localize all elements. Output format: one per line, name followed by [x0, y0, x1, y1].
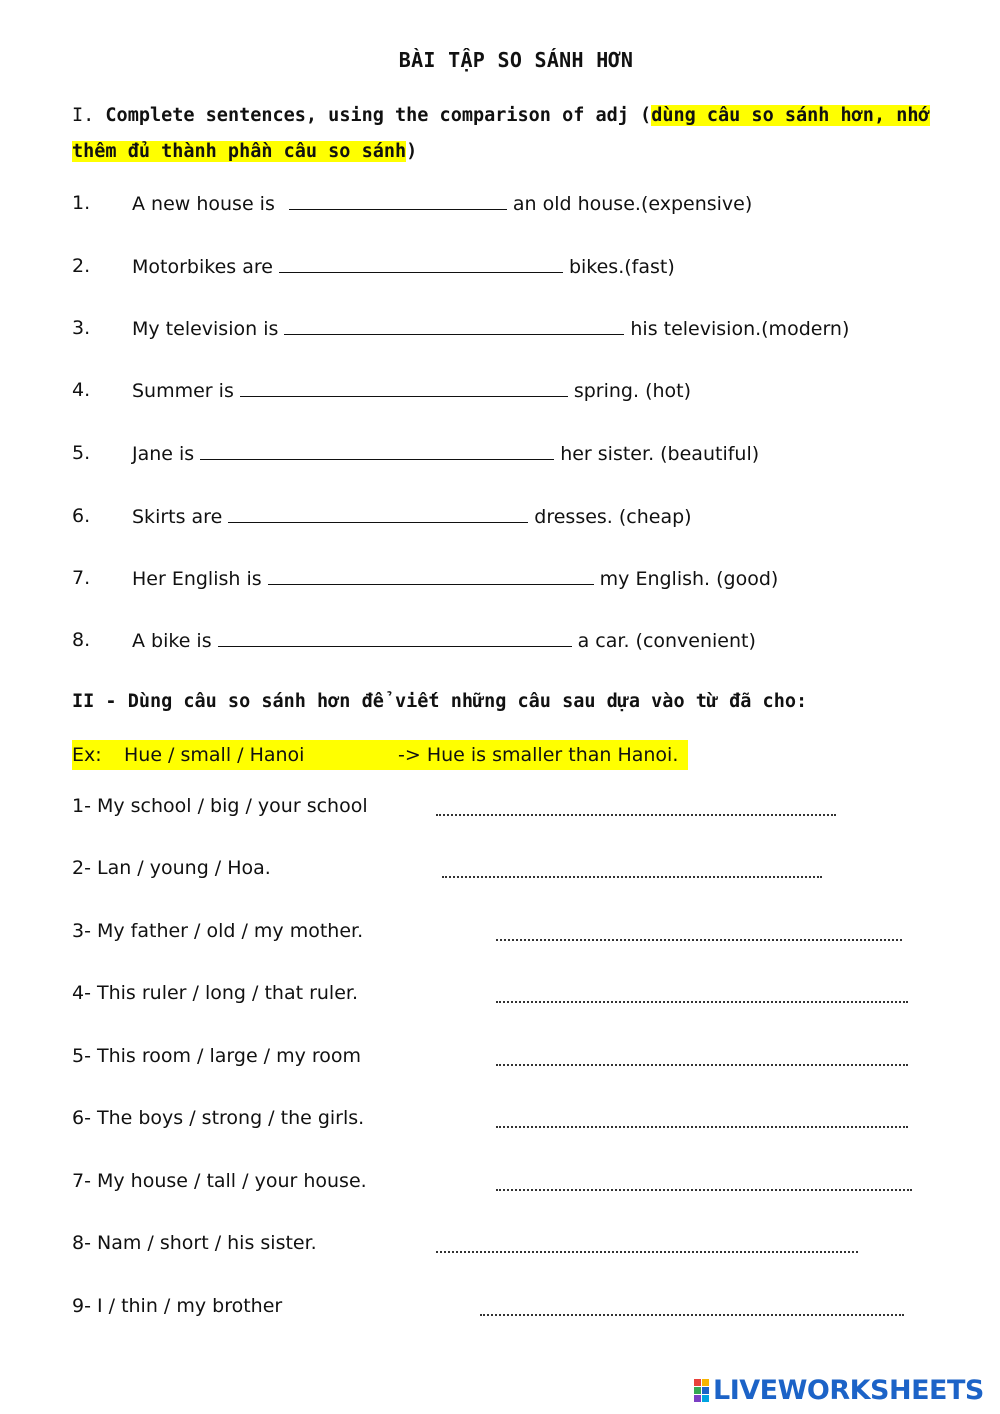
- item-number: 7.: [72, 567, 91, 589]
- example-prompt: Hue / small / Hanoi: [124, 744, 305, 766]
- example-box: [72, 740, 688, 770]
- item-text-after: bikes.(fast): [568, 256, 675, 278]
- liveworksheets-logo: [694, 1374, 984, 1406]
- answer-blank[interactable]: [240, 376, 568, 397]
- answer-blank[interactable]: [228, 502, 528, 523]
- liveworksheets-logo-icon: [694, 1379, 709, 1402]
- item-text-before: My television is: [132, 318, 279, 340]
- answer-blank[interactable]: [289, 189, 507, 210]
- item-text-before: Motorbikes are: [132, 256, 273, 278]
- logo-text: LIVEWORKSHEETS: [713, 1374, 984, 1406]
- example-label: Ex:: [72, 744, 102, 766]
- answer-blank[interactable]: [218, 626, 572, 647]
- item-number: 3.: [72, 317, 91, 339]
- item-number: 8.: [72, 629, 91, 651]
- item-text-after: dresses. (cheap): [534, 506, 692, 528]
- item-text-after: a car. (convenient): [577, 630, 756, 652]
- item-text-before: Jane is: [132, 443, 195, 465]
- item-number: 2.: [72, 255, 91, 277]
- section-1-numeral: I.: [72, 105, 95, 126]
- answer-line[interactable]: [480, 1314, 904, 1316]
- exercise-2-item: 3- My father / old / my mother.: [72, 920, 364, 942]
- item-text-after: spring. (hot): [573, 380, 692, 402]
- page-title: BÀI TẬP SO SÁNH HƠN: [398, 48, 634, 72]
- item-text-before: Her English is: [132, 568, 262, 590]
- item-text-after: an old house.(expensive): [512, 193, 753, 215]
- item-number: 6.: [72, 505, 91, 527]
- section-1-text: Complete sentences, using the comparison of adj (: [105, 105, 652, 126]
- answer-blank[interactable]: [200, 439, 554, 460]
- item-text-after: my English. (good): [599, 568, 779, 590]
- exercise-2-item: 8- Nam / short / his sister.: [72, 1232, 317, 1254]
- answer-line[interactable]: [496, 1126, 908, 1128]
- section-1-highlight: dùng câu so sánh hơn, nhớ thêm đủ thành phần câu so sánh: [72, 105, 930, 162]
- exercise-2-item: 2- Lan / young / Hoa.: [72, 857, 271, 879]
- item-number: 5.: [72, 442, 91, 464]
- answer-line[interactable]: [442, 876, 822, 878]
- answer-blank[interactable]: [268, 564, 594, 585]
- exercise-2-item: 1- My school / big / your school: [72, 795, 368, 817]
- exercise-2-item: 5- This room / large / my room: [72, 1045, 362, 1067]
- answer-blank[interactable]: [284, 314, 624, 335]
- item-text-before: Skirts are: [132, 506, 223, 528]
- item-number: 1.: [72, 192, 91, 214]
- item-text-after: his television.(modern): [630, 318, 850, 340]
- section-2-heading: II - Dùng câu so sánh hơn để viết những câu sau dựa vào từ đã cho:: [72, 691, 808, 712]
- exercise-2-item: 9- I / thin / my brother: [72, 1295, 283, 1317]
- section-1-close: ): [406, 141, 418, 162]
- item-number: 4.: [72, 379, 91, 401]
- answer-line[interactable]: [496, 1189, 912, 1191]
- answer-line[interactable]: [496, 1064, 908, 1066]
- item-text-before: A bike is: [132, 630, 212, 652]
- item-text-after: her sister. (beautiful): [560, 443, 760, 465]
- answer-line[interactable]: [436, 814, 836, 816]
- example-answer: -> Hue is smaller than Hanoi.: [398, 744, 679, 766]
- item-text-before: A new house is: [132, 193, 275, 215]
- exercise-2-item: 6- The boys / strong / the girls.: [72, 1107, 365, 1129]
- item-text-before: Summer is: [132, 380, 234, 402]
- answer-line[interactable]: [496, 939, 902, 941]
- answer-blank[interactable]: [279, 252, 563, 273]
- exercise-2-item: 4- This ruler / long / that ruler.: [72, 982, 359, 1004]
- answer-line[interactable]: [436, 1251, 858, 1253]
- answer-line[interactable]: [496, 1001, 908, 1003]
- section-1-instruction: [72, 98, 932, 170]
- exercise-2-item: 7- My house / tall / your house.: [72, 1170, 367, 1192]
